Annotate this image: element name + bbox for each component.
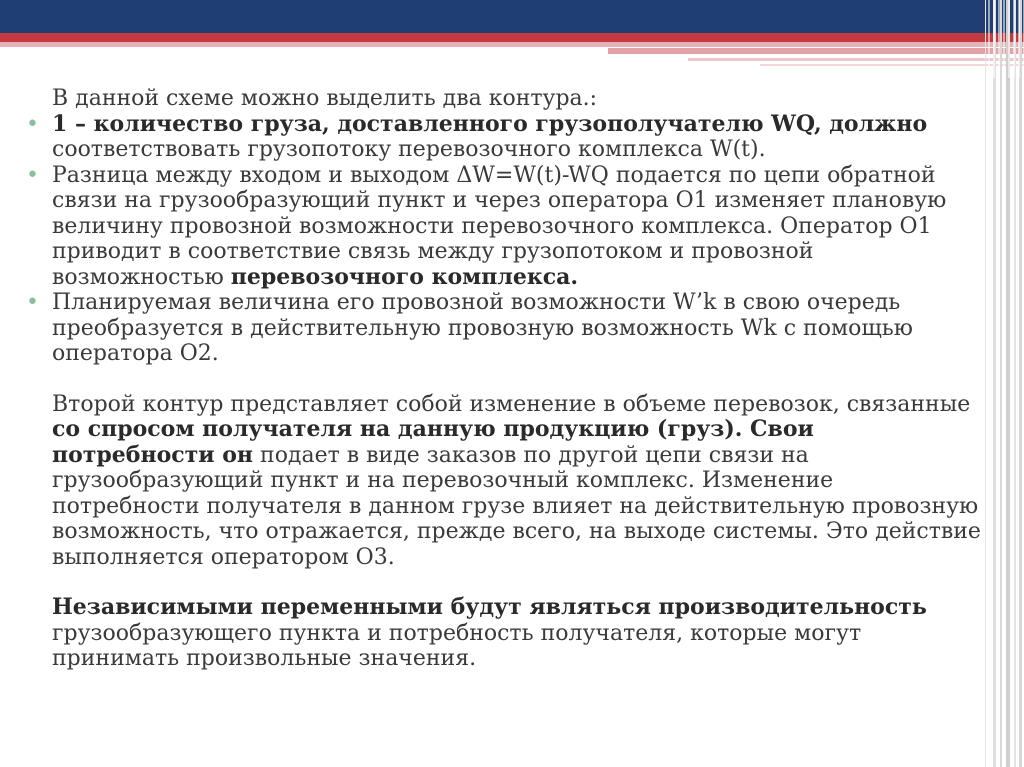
paragraph-independent-vars <box>52 595 982 672</box>
paragraph-3-bold: Независимыми переменными будут являться производительность <box>52 594 927 620</box>
paragraph-3-text: грузообразующего пункта и потребность получателя, которые могут принимать произвольные значения. <box>52 620 862 671</box>
bullet-1-text: соответствовать грузопотоку перевозочного комплекса W(t). <box>52 137 766 162</box>
decor-vertical-highlight <box>985 0 1024 78</box>
bullet-icon: • <box>26 290 39 315</box>
bullet-icon: • <box>26 111 39 137</box>
header-accent-stripe <box>0 33 1024 42</box>
decor-vertical-line <box>993 0 996 767</box>
decor-vertical-line <box>1014 0 1016 767</box>
paragraph-second-contour <box>52 392 982 571</box>
paragraph-2-text-a: Второй контур представляет собой изменение в объеме перевозок, связанные <box>52 391 971 417</box>
decor-vertical-line <box>1000 0 1002 767</box>
bullet-icon: • <box>26 162 39 188</box>
bullet-1-bold: 1 – количество груза, доставленного грузополучателю WQ, должно <box>52 110 928 137</box>
header-accent-stripe-light <box>0 42 1024 47</box>
bullet-2-text: Разница между входом и выходом ΔW=W(t)-WQ подается по цепи обратной связи на грузообразующий пункт и через оператора О1 изменяет плановую величину провозной возможности перевозочного комплекса. Оператор О1 приводит в соответствие связь между грузопотоком и провозной возможностью <box>52 162 947 290</box>
intro-text: В данной схеме можно выделить два контура.: <box>52 86 598 111</box>
bullet-3-text: Планируемая величина его провозной возможности W’k в свою очередь преобразуется в действительную провозную возможность Wk с помощью оператора О2. <box>52 290 913 366</box>
paragraph-2-bold: со спросом получателя на данную продукцию (груз). Свои потребности он <box>52 416 814 468</box>
bullet-item-2 <box>26 162 982 291</box>
bullet-item-3 <box>26 290 982 367</box>
bullet-item-1 <box>26 110 982 163</box>
decor-vertical-line <box>1019 0 1022 767</box>
decor-stripe-1 <box>608 48 1024 54</box>
decor-vertical-line <box>1006 0 1010 767</box>
decor-vertical-line <box>985 0 986 767</box>
decor-stripe-2 <box>688 58 1024 61</box>
bullet-2-bold: перевозочного комплекса. <box>230 263 579 290</box>
slide-body <box>26 86 982 672</box>
paragraph-2-text-b: подает в виде заказов по другой цепи связи на грузообразующий пункт и на перевозочный комплекс. Изменение потребности получателя в данном грузе влияет на действительную провозную возможность, что отражается, прежде всего, на выходе системы. Это действие выполняется оператором О3. <box>52 442 981 570</box>
header-bar <box>0 0 1024 33</box>
